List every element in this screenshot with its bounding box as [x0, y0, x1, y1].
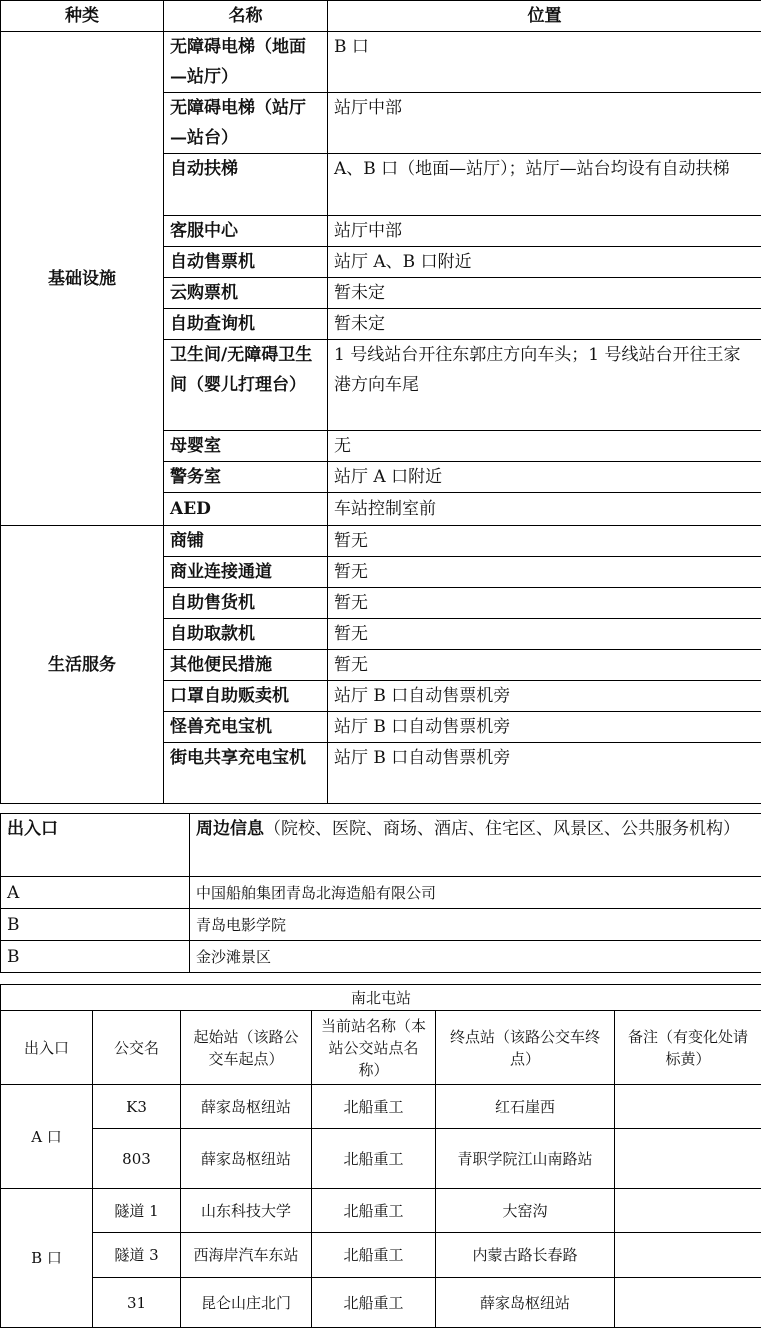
bus-note	[615, 1085, 761, 1129]
facility-location: 站厅中部	[328, 93, 761, 154]
facility-name: 卫生间/无障碍卫生间（婴儿打理台）	[164, 340, 328, 431]
bus-note	[615, 1129, 761, 1189]
facility-location: 暂无	[328, 557, 761, 588]
bus-current: 北船重工	[312, 1278, 436, 1328]
bus-exit: A 口	[1, 1085, 93, 1189]
facility-name: 自助取款机	[164, 619, 328, 650]
facility-name: 商业连接通道	[164, 557, 328, 588]
bus-note	[615, 1189, 761, 1233]
surroundings-info: 青岛电影学院	[190, 909, 761, 941]
facility-name: 自动扶梯	[164, 154, 328, 216]
surroundings-info: 金沙滩景区	[190, 941, 761, 973]
surroundings-header-info	[190, 814, 761, 877]
bus-header-note: 备注（有变化处请标黄）	[615, 1011, 761, 1085]
bus-line: 803	[93, 1129, 181, 1189]
facility-name: 母婴室	[164, 431, 328, 462]
bus-start: 薛家岛枢纽站	[181, 1085, 312, 1129]
bus-header-exit: 出入口	[1, 1011, 93, 1085]
facility-location: 站厅 A 口附近	[328, 462, 761, 493]
surroundings-exit: A	[1, 877, 190, 909]
surroundings-header-exit: 出入口	[1, 814, 190, 877]
facility-name: 自助查询机	[164, 309, 328, 340]
category-life: 生活服务	[1, 526, 164, 804]
facility-name: AED	[164, 493, 328, 526]
facility-name: 街电共享充电宝机	[164, 743, 328, 804]
facility-location: B 口	[328, 32, 761, 93]
surroundings-table	[0, 813, 761, 973]
header-location: 位置	[328, 1, 761, 32]
facility-location: 暂未定	[328, 309, 761, 340]
bus-start: 昆仑山庄北门	[181, 1278, 312, 1328]
facility-name: 自助售货机	[164, 588, 328, 619]
facility-location: 暂无	[328, 588, 761, 619]
header-type: 种类	[1, 1, 164, 32]
bus-end: 大窑沟	[436, 1189, 615, 1233]
surroundings-exit: B	[1, 941, 190, 973]
bus-note	[615, 1233, 761, 1278]
facility-location: 无	[328, 431, 761, 462]
facility-location: 车站控制室前	[328, 493, 761, 526]
bus-end: 薛家岛枢纽站	[436, 1278, 615, 1328]
bus-end: 内蒙古路长春路	[436, 1233, 615, 1278]
facility-name: 商铺	[164, 526, 328, 557]
category-basic: 基础设施	[1, 32, 164, 526]
bus-exit: B 口	[1, 1189, 93, 1328]
facility-location: 站厅 A、B 口附近	[328, 247, 761, 278]
facility-name: 无障碍电梯（地面—站厅）	[164, 32, 328, 93]
bus-header-end: 终点站（该路公交车终点）	[436, 1011, 615, 1085]
bus-header-current: 当前站名称（本站公交站点名称）	[312, 1011, 436, 1085]
bus-current: 北船重工	[312, 1189, 436, 1233]
facility-name: 自动售票机	[164, 247, 328, 278]
surroundings-info: 中国船舶集团青岛北海造船有限公司	[190, 877, 761, 909]
facility-location: A、B 口（地面—站厅）；站厅—站台均设有自动扶梯	[328, 154, 761, 216]
surroundings-header-info-note: （院校、医院、商场、酒店、住宅区、风景区、公共服务机构）	[264, 819, 740, 839]
bus-start: 山东科技大学	[181, 1189, 312, 1233]
bus-current: 北船重工	[312, 1085, 436, 1129]
bus-line: 31	[93, 1278, 181, 1328]
facility-location: 站厅中部	[328, 216, 761, 247]
facility-location: 站厅 B 口自动售票机旁	[328, 712, 761, 743]
surroundings-exit: B	[1, 909, 190, 941]
surroundings-header-info-title: 周边信息	[196, 819, 264, 839]
facility-location: 1 号线站台开往东郭庄方向车头；1 号线站台开往王家港方向车尾	[328, 340, 761, 431]
bus-table	[0, 984, 761, 1328]
bus-header-start: 起始站（该路公交车起点）	[181, 1011, 312, 1085]
bus-line: 隧道 1	[93, 1189, 181, 1233]
bus-start: 西海岸汽车东站	[181, 1233, 312, 1278]
facility-name: 警务室	[164, 462, 328, 493]
facility-name: 其他便民措施	[164, 650, 328, 681]
bus-line: 隧道 3	[93, 1233, 181, 1278]
bus-end: 红石崖西	[436, 1085, 615, 1129]
bus-note	[615, 1278, 761, 1328]
facility-name: 无障碍电梯（站厅—站台）	[164, 93, 328, 154]
facility-name: 客服中心	[164, 216, 328, 247]
bus-line: K3	[93, 1085, 181, 1129]
facility-name: 云购票机	[164, 278, 328, 309]
facility-location: 站厅 B 口自动售票机旁	[328, 743, 761, 804]
bus-end: 青职学院江山南路站	[436, 1129, 615, 1189]
facility-name: 口罩自助贩卖机	[164, 681, 328, 712]
facility-location: 暂无	[328, 619, 761, 650]
facility-location: 站厅 B 口自动售票机旁	[328, 681, 761, 712]
header-name: 名称	[164, 1, 328, 32]
facility-location: 暂无	[328, 526, 761, 557]
facility-location: 暂未定	[328, 278, 761, 309]
bus-current: 北船重工	[312, 1129, 436, 1189]
facility-location: 暂无	[328, 650, 761, 681]
facility-name: 怪兽充电宝机	[164, 712, 328, 743]
bus-header-line: 公交名	[93, 1011, 181, 1085]
bus-station-title: 南北屯站	[1, 985, 761, 1011]
bus-start: 薛家岛枢纽站	[181, 1129, 312, 1189]
bus-current: 北船重工	[312, 1233, 436, 1278]
